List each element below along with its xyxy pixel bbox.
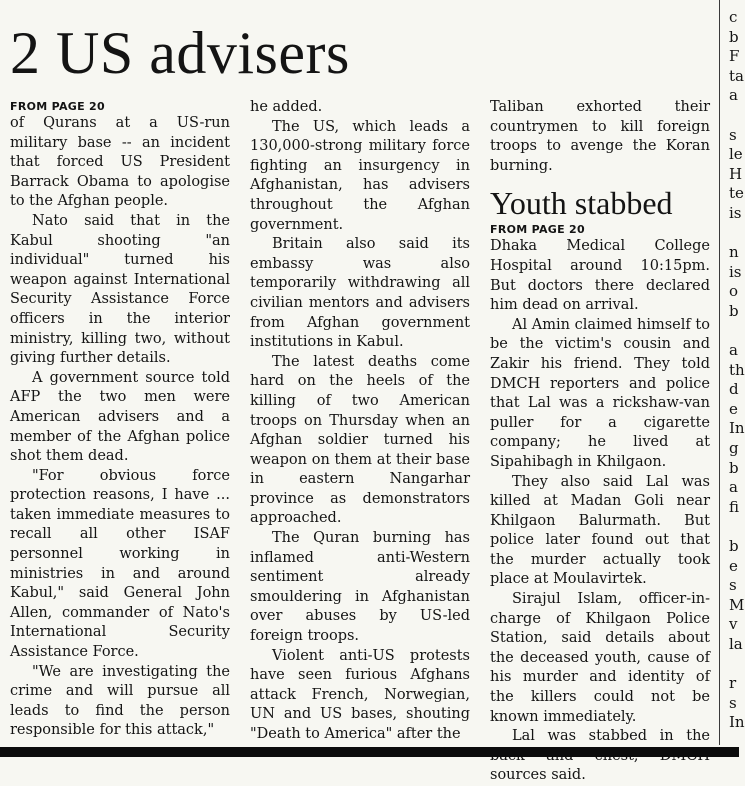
cropped-line: is bbox=[729, 262, 742, 281]
cropped-line: a bbox=[729, 341, 738, 360]
cropped-line: ta bbox=[729, 66, 744, 85]
cropped-line: fi bbox=[729, 497, 740, 516]
paragraph: Dhaka Medical College Hospital around 10:15pm. But doctors there declared him dead on arrival. bbox=[490, 238, 710, 314]
cropped-line: b bbox=[729, 301, 739, 320]
paragraph: "We are investigating the crime and will pursue all leads to find the person responsible for this attack," bbox=[10, 663, 230, 739]
subheadline: Youth stabbed bbox=[490, 185, 673, 222]
cropped-line: le bbox=[729, 145, 743, 164]
paragraph: A government source told AFP the two men were American advisers and a member of the Afghan police shot them dead. bbox=[10, 369, 230, 465]
column-divider bbox=[719, 0, 720, 745]
column-1 bbox=[10, 98, 230, 754]
paragraph: The US, which leads a 130,000-strong military force fighting an insurgency in Afghanistan, has advisers throughout the Afghan government. bbox=[250, 118, 470, 233]
column-2 bbox=[250, 98, 470, 754]
cropped-line bbox=[729, 517, 739, 537]
cropped-line: b bbox=[729, 458, 739, 477]
paragraph: Violent anti-US protests have seen furious Afghans attack French, Norwegian, UN and US bases, shouting "Death to America" after the bbox=[250, 647, 470, 742]
column-4-cropped bbox=[729, 8, 745, 754]
paragraph: of Qurans at a US-run military base -- an incident that forced US President Barrack Obama to apologise to the Afghan people. bbox=[10, 115, 230, 210]
cropped-line: In bbox=[729, 419, 745, 438]
paragraph: Nato said that in the Kabul shooting "an individual" turned his weapon against International Security Assistance Force officers in the interior ministry, killing two, without giving further details. bbox=[10, 212, 230, 367]
cropped-line: s bbox=[729, 576, 737, 595]
cropped-line bbox=[729, 322, 739, 342]
cropped-line: c bbox=[729, 8, 738, 26]
cropped-line: la bbox=[729, 635, 743, 653]
cropped-line: In bbox=[729, 713, 745, 732]
cropped-line bbox=[729, 224, 739, 244]
headline: 2 US advisers bbox=[10, 20, 350, 86]
paragraph: They also said Lal was killed at Madan Goli near Khilgaon Balurmath. But police later found out that the murder actually took place at Moulavirtek. bbox=[490, 473, 710, 588]
paragraph: he added. bbox=[250, 99, 323, 115]
cropped-line bbox=[729, 106, 739, 126]
cropped-line: e bbox=[729, 399, 738, 418]
paragraph: Taliban exhorted their countrymen to kill foreign troops to avenge the Koran burning. bbox=[490, 99, 710, 174]
cropped-line: e bbox=[729, 556, 738, 575]
cropped-line: te bbox=[729, 184, 744, 203]
cropped-line: r bbox=[729, 674, 737, 693]
cropped-line: th bbox=[729, 360, 745, 379]
paragraph: Sirajul Islam, officer-in-charge of Khilgaon Police Station, said details about the deceased youth, cause of his murder and identity of the killers could not be known immediately. bbox=[490, 591, 710, 725]
cropped-line: b bbox=[729, 27, 739, 46]
continuation-kicker: FROM PAGE 20 bbox=[490, 223, 585, 237]
cropped-line: g bbox=[729, 439, 739, 458]
cropped-line: s bbox=[729, 125, 737, 144]
paragraph: Britain also said its embassy was also temporarily withdrawing all civilian mentors and advisers from Afghan government institutions in Kabul. bbox=[250, 236, 470, 351]
cropped-line: a bbox=[729, 86, 738, 105]
cropped-line: H bbox=[729, 164, 743, 183]
paragraph: The latest deaths come hard on the heels of the killing of two American troops on Thursday when an Afghan soldier turned his weapon on them at their base in eastern Nangarhar province as demonstrators approached. bbox=[250, 353, 470, 527]
page-bottom-edge bbox=[0, 747, 739, 757]
cropped-line bbox=[729, 655, 739, 675]
cropped-line: s bbox=[729, 693, 737, 712]
paragraph: The Quran burning has inflamed anti-Western sentiment already smouldering in Afghanistan over abuses by US-led foreign troops. bbox=[250, 530, 470, 645]
cropped-line: is bbox=[729, 203, 742, 222]
cropped-line: o bbox=[729, 282, 739, 301]
cropped-line: v bbox=[729, 615, 738, 634]
cropped-line: d bbox=[729, 380, 739, 399]
continuation-kicker: FROM PAGE 20 bbox=[10, 100, 105, 113]
cropped-line: a bbox=[729, 478, 738, 497]
cropped-line: b bbox=[729, 537, 739, 556]
column-3 bbox=[490, 98, 710, 784]
paragraph: Al Amin claimed himself to be the victim's cousin and Zakir his friend. They told DMCH reporters and police that Lal was a rickshaw-van puller for a cigarette company; he lived at Sipahibagh in Khilgaon. bbox=[490, 316, 710, 470]
paragraph: Lal was stabbed in the sources said. bbox=[490, 728, 710, 784]
cropped-line: F bbox=[729, 47, 740, 66]
cropped-line: n bbox=[729, 243, 739, 262]
paragraph: "For obvious force protection reasons, I have ... taken immediate measures to recall all other ISAF personnel working in ministries in and around Kabul," said General John Allen, commander of Nato's International Security Assistance Force. bbox=[10, 467, 230, 661]
cropped-line: M bbox=[729, 595, 745, 614]
